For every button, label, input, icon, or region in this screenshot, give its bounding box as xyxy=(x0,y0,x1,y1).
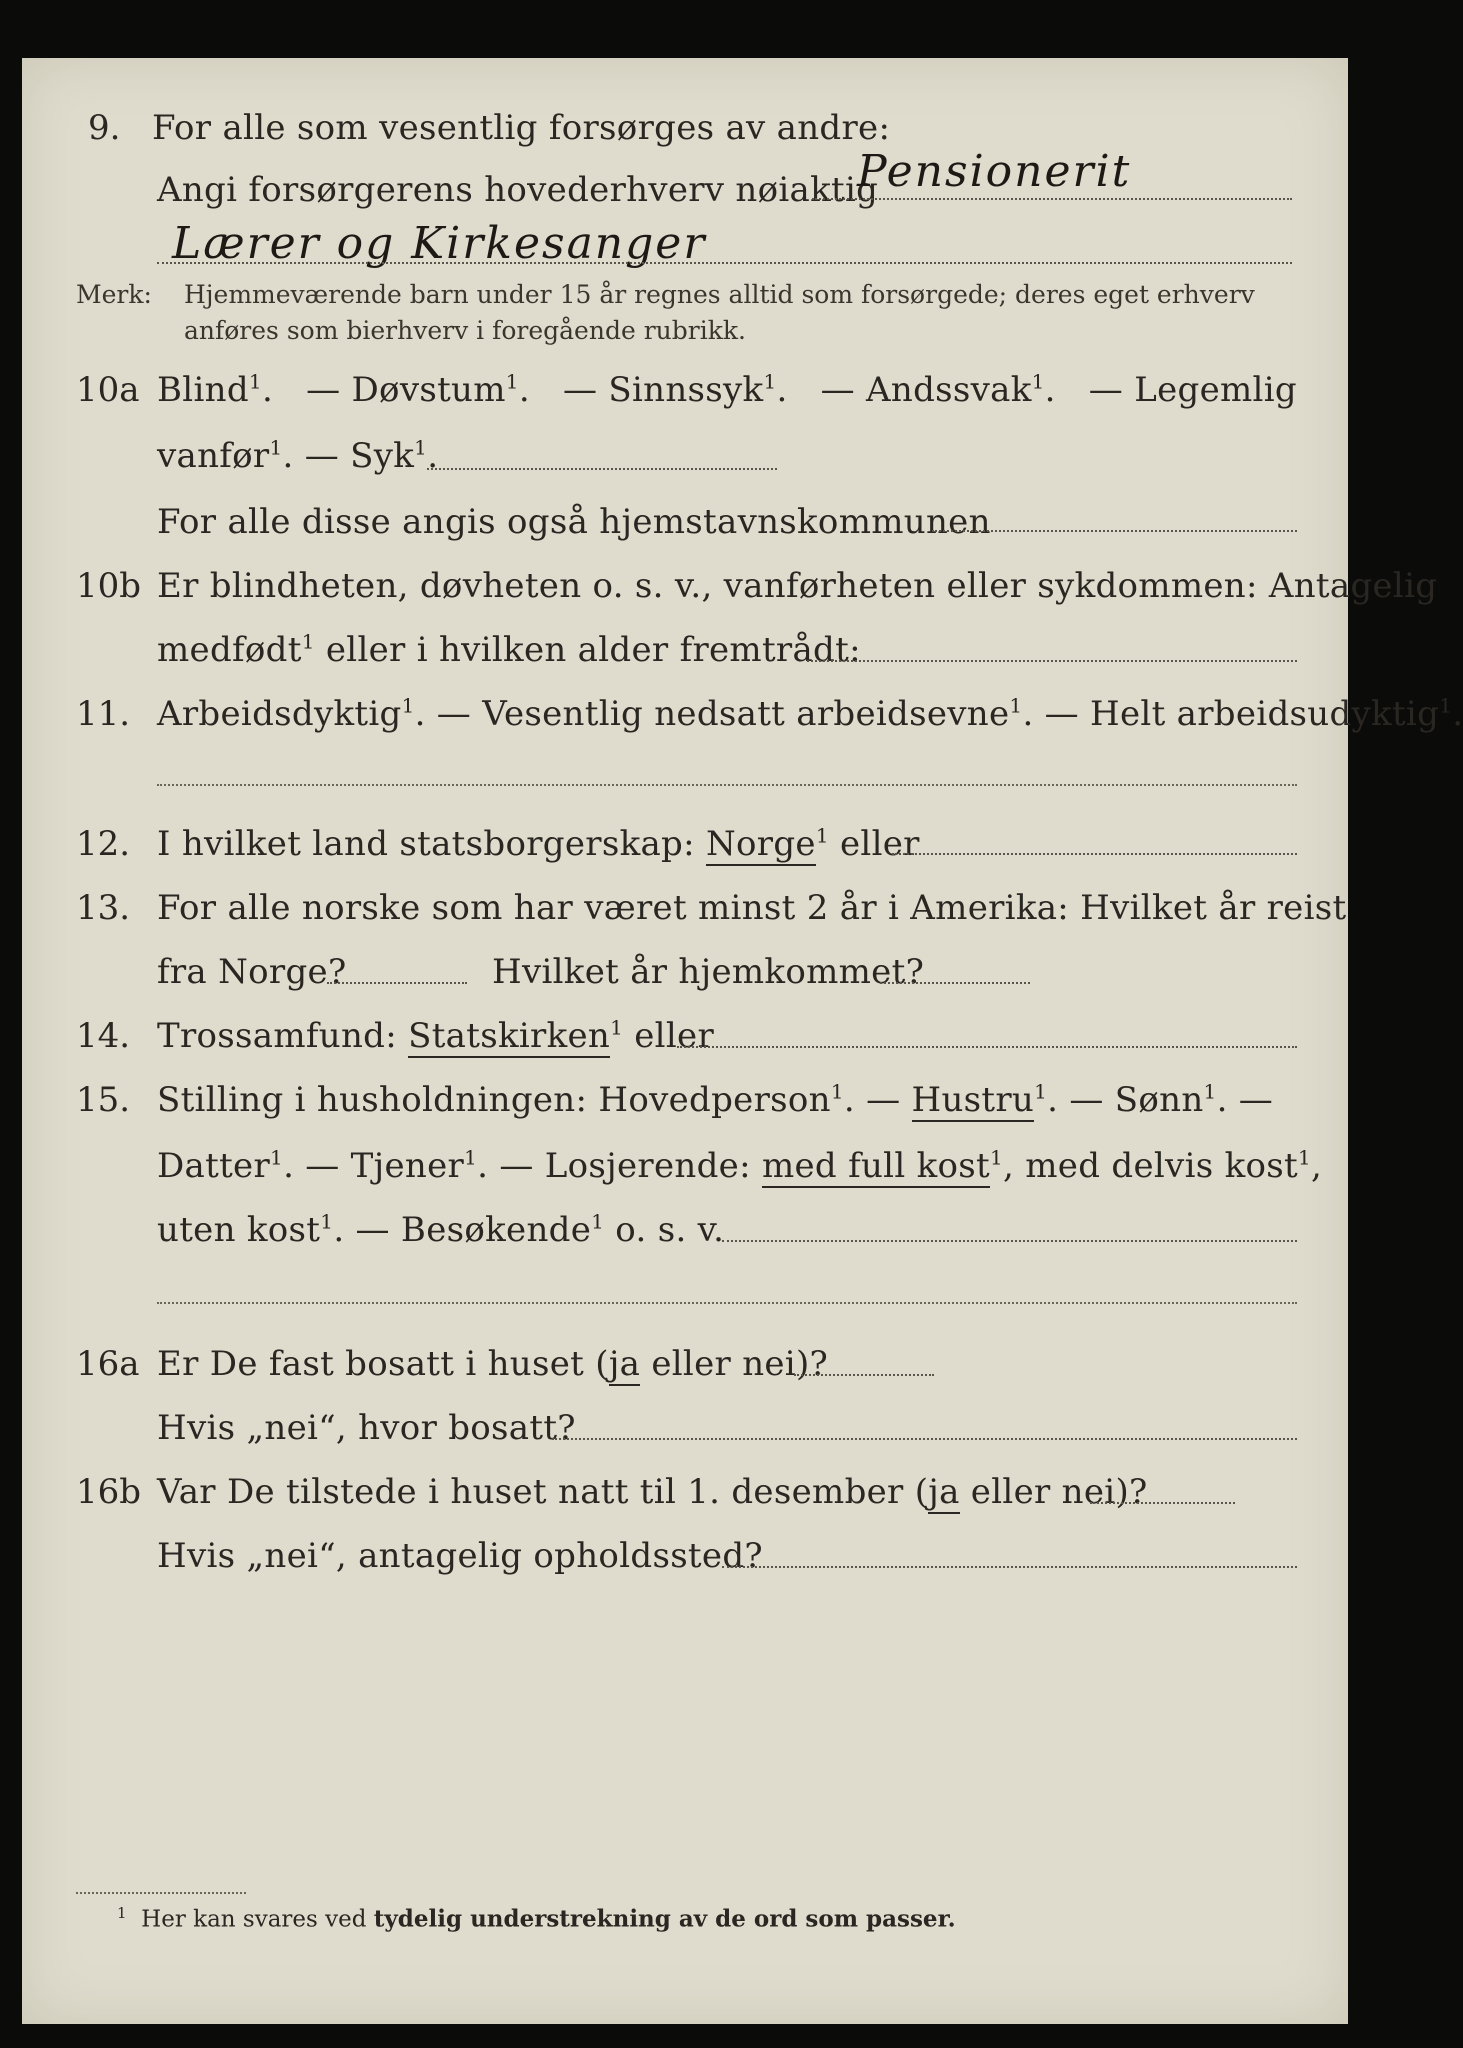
q10a-line2: vanfør$^1$. — Syk$^1$. xyxy=(157,435,439,476)
q9-line2: Angi forsørgerens hovederhverv nøiaktig xyxy=(157,170,879,210)
q16a-number: 16a xyxy=(76,1344,140,1384)
q10b-answer-line xyxy=(807,660,1297,662)
q10a-number: 10a xyxy=(76,370,140,410)
q11-number: 11. xyxy=(76,694,131,734)
q9-line1: For alle som vesentlig forsørges av andre: xyxy=(152,108,891,148)
q10b-line2: medfødt$^1$ eller i hvilken alder fremtrådt: xyxy=(157,629,861,670)
q10b-number: 10b xyxy=(76,566,142,606)
q13-line2b: Hvilket år hjemkommet? xyxy=(492,952,925,992)
q16b-answer-line xyxy=(1090,1502,1235,1504)
q16b-line2: Hvis „nei“, antagelig opholdssted? xyxy=(157,1536,763,1576)
q9-handwritten-answer1: Pensionerit xyxy=(857,146,1132,197)
q13-left-norway-line xyxy=(327,982,467,984)
q10a-municipality-line xyxy=(932,530,1297,532)
q16b-line1: Var De tilstede i huset natt til 1. desember (ja eller nei)? xyxy=(157,1472,1148,1512)
merk-label: Merk: xyxy=(76,280,152,309)
q16a-line2: Hvis „nei“, hvor bosatt? xyxy=(157,1408,576,1448)
q15-number: 15. xyxy=(76,1080,131,1120)
q9-answer-line2 xyxy=(157,262,1292,264)
q9-number: 9. xyxy=(88,108,121,148)
q9-handwritten-answer2: Lærer og Kirkesanger xyxy=(172,218,707,269)
census-form-page xyxy=(22,58,1463,2024)
q16a-answer-line xyxy=(794,1374,934,1376)
q13-number: 13. xyxy=(76,888,131,928)
q15-line1: Stilling i husholdningen: Hovedperson$^1$. — Hustru$^1$. — Sønn$^1$. — xyxy=(157,1079,1274,1120)
q15-line3: uten kost$^1$. — Besøkende$^1$ o. s. v. xyxy=(157,1209,725,1250)
q10b-line1: Er blindheten, døvheten o. s. v., vanførheten eller sykdommen: Antagelig xyxy=(157,566,1438,606)
q9-answer-line1 xyxy=(812,198,1292,200)
q15-answer-line xyxy=(722,1240,1297,1242)
footnote: $^1$ Her kan svares ved tydelig understrekning av de ord som passer. xyxy=(117,1904,956,1933)
q14-number: 14. xyxy=(76,1016,131,1056)
q14-line: Trossamfund: Statskirken$^1$ eller xyxy=(157,1015,715,1056)
q13-line2a: fra Norge? xyxy=(157,952,347,992)
q15-extra-line xyxy=(157,1302,1297,1304)
q16b-location-line xyxy=(722,1566,1297,1568)
q13-returned-line xyxy=(880,982,1030,984)
q10a-line1: Blind$^1$. — Døvstum$^1$. — Sinnssyk$^1$. — Andssvak$^1$. — Legemlig xyxy=(157,369,1297,410)
q13-line1: For alle norske som har været minst 2 år i Amerika: Hvilket år reist xyxy=(157,888,1347,928)
q11-line1: Arbeidsdyktig$^1$. — Vesentlig nedsatt arbeidsevne$^1$. — Helt arbeidsudyktig$^1$. xyxy=(157,693,1463,734)
q16a-line1: Er De fast bosatt i huset (ja eller nei)? xyxy=(157,1344,829,1384)
merk-line1: Hjemmeværende barn under 15 år regnes alltid som forsørgede; deres eget erhverv xyxy=(184,280,1255,309)
q12-number: 12. xyxy=(76,824,131,864)
q10a-sick-line xyxy=(427,468,777,470)
q11-answer-line xyxy=(157,784,1297,786)
q15-line2: Datter$^1$. — Tjener$^1$. — Losjerende: med full kost$^1$, med delvis kost$^1$, xyxy=(157,1145,1323,1186)
q14-answer-line xyxy=(677,1046,1297,1048)
q12-answer-line xyxy=(892,853,1297,855)
q12-line: I hvilket land statsborgerskap: Norge$^1$ eller xyxy=(157,823,920,864)
footnote-separator xyxy=(76,1892,246,1894)
q10a-line3: For alle disse angis også hjemstavnskommunen xyxy=(157,502,991,542)
q16a-residence-line xyxy=(552,1438,1297,1440)
q16b-number: 16b xyxy=(76,1472,142,1512)
merk-line2: anføres som bierhverv i foregående rubrikk. xyxy=(184,316,746,345)
